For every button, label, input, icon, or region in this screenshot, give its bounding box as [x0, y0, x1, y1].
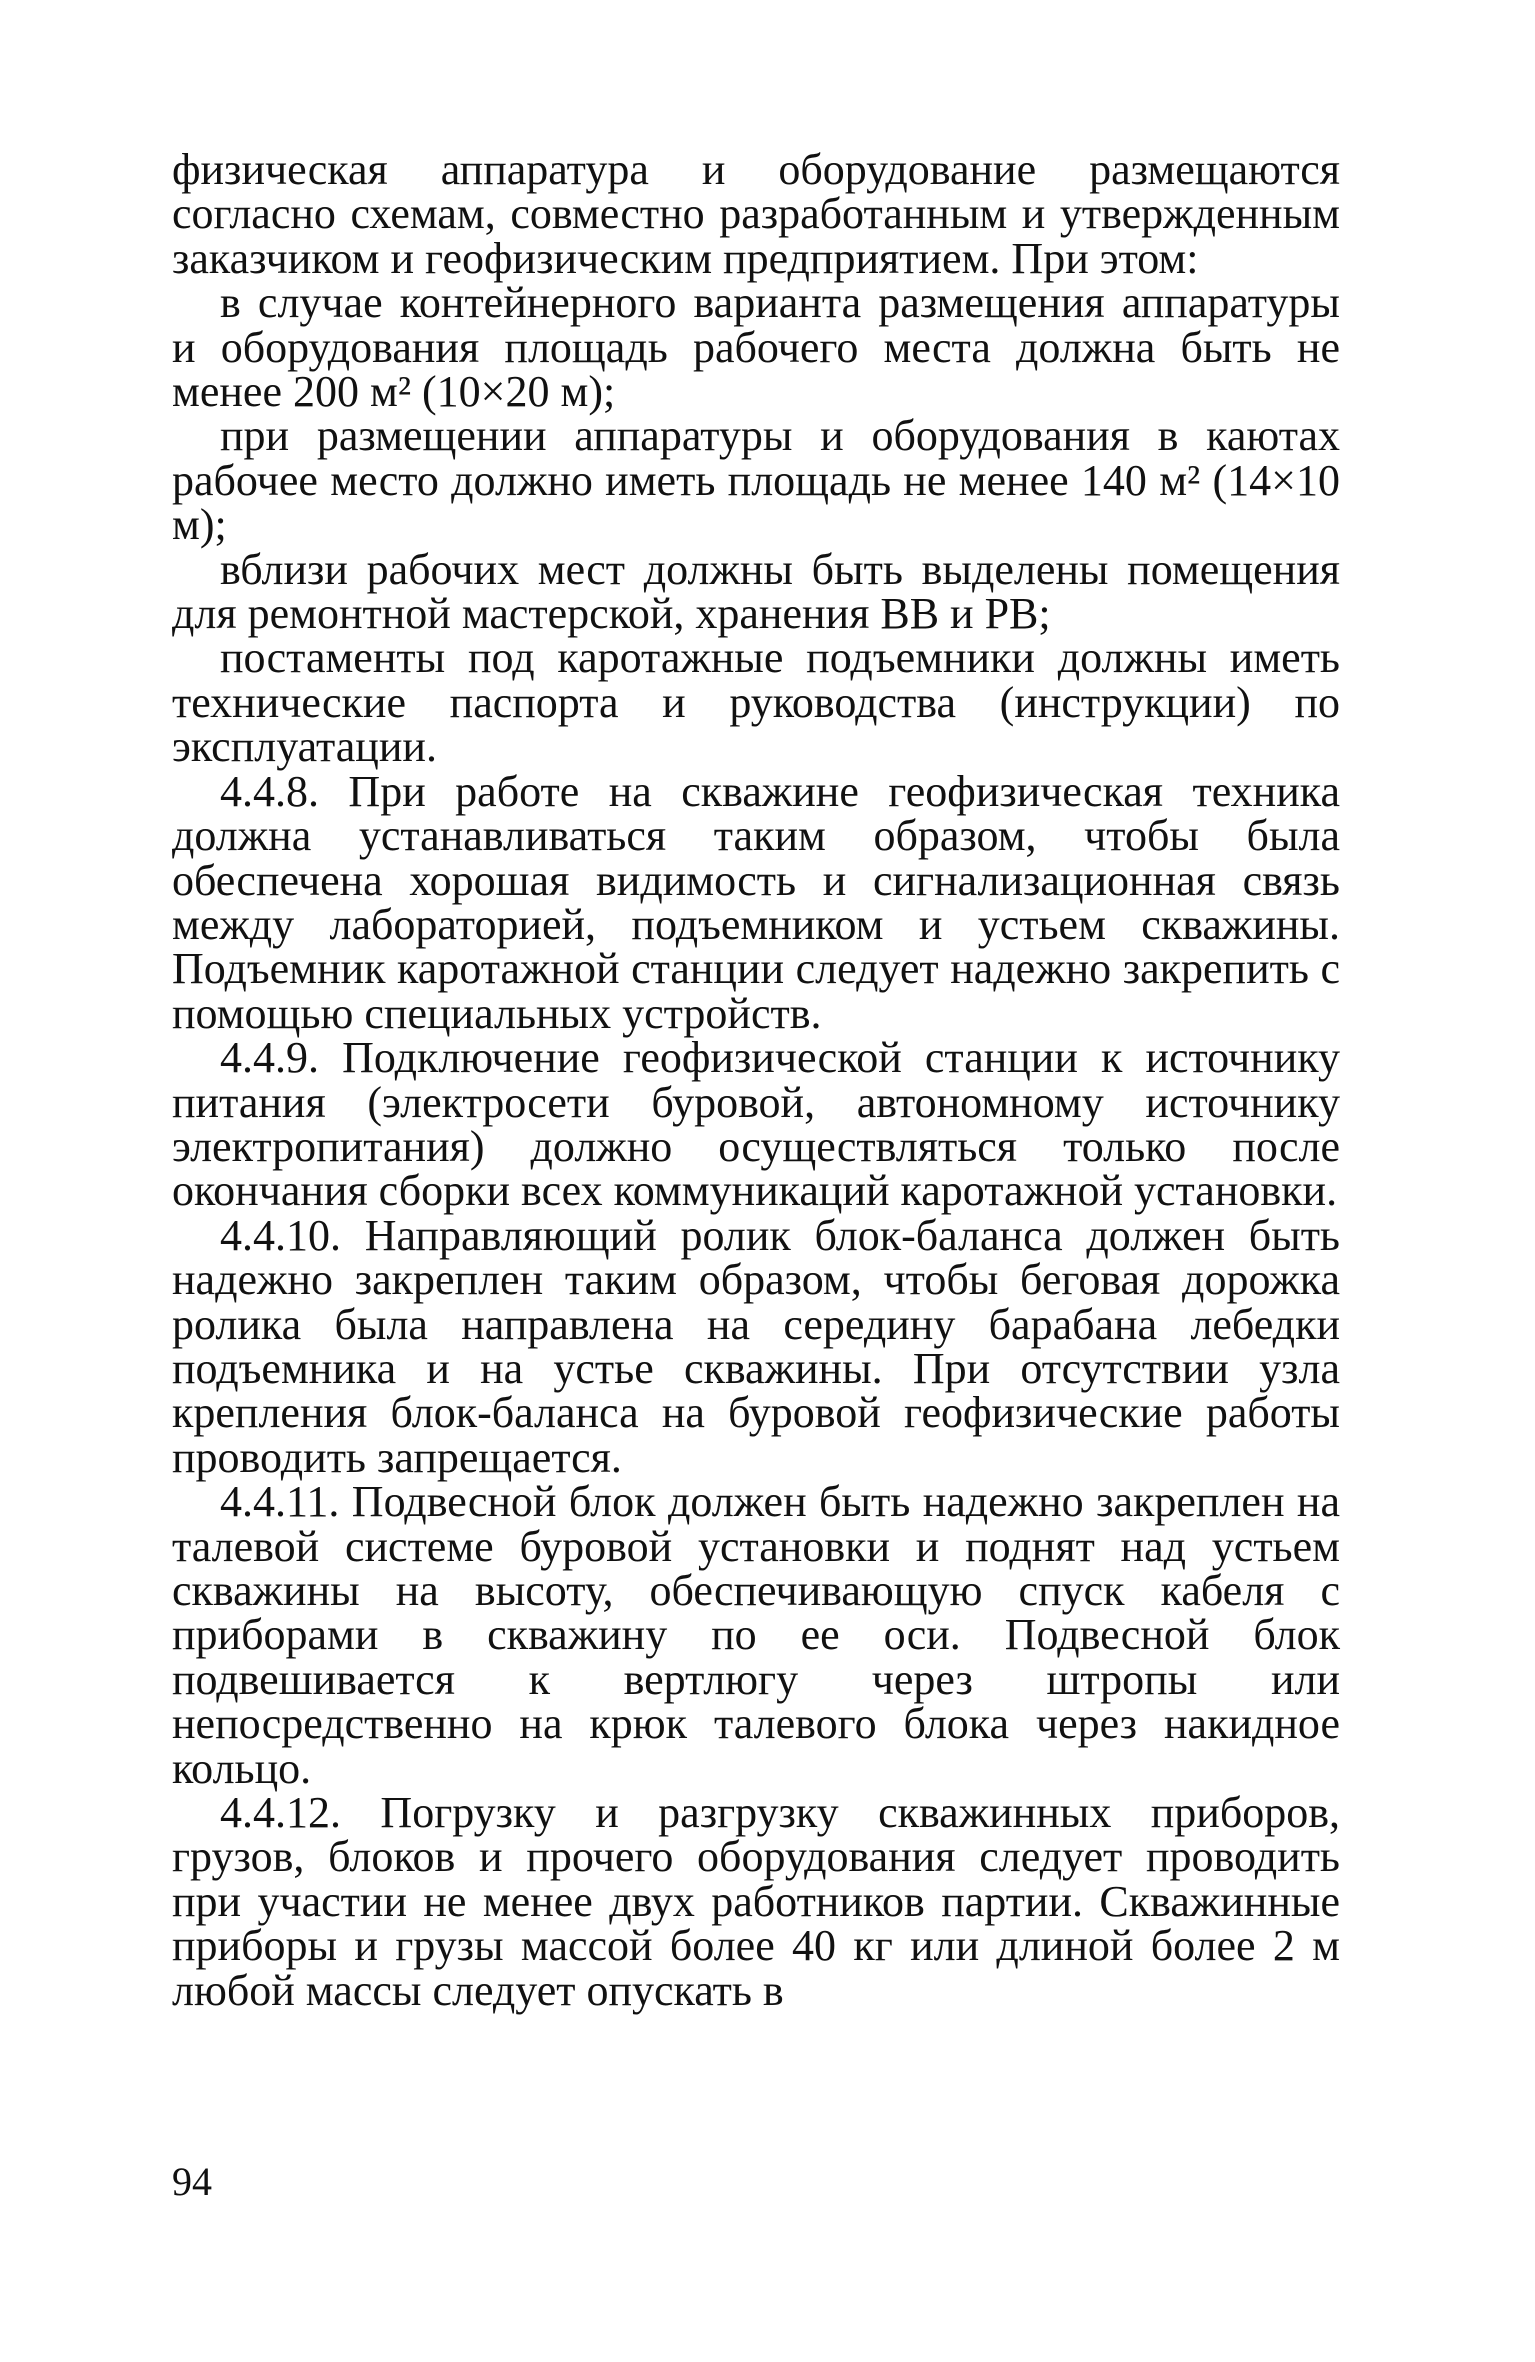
paragraph-4-4-9: 4.4.9. Подключение геофизической станции к источнику питания (электросети буровой, автономному источнику электропитания) должно осуществляться только после окончания сборки всех коммуникаций каротажной установки. [172, 1033, 1340, 1216]
paragraph-4-4-10: 4.4.10. Направляющий ролик блок-баланса должен быть надежно закреплен таким образом, чтобы беговая дорожка ролика была направлена на середину барабана лебедки подъемника и на устье скважины. При отсутствии узла крепления блок-баланса на буровой геофизические работы проводить запрещается. [172, 1210, 1340, 1482]
page-number: 94 [172, 2159, 212, 2204]
paragraph-4-4-12: 4.4.12. Погрузку и разгрузку скважинных приборов, грузов, блоков и прочего оборудования следует проводить при участии не менее двух работников партии. Скважинные приборы и грузы массой более 40 кг или длиной более 2 м любой массы следует опускать в [172, 1788, 1340, 2015]
paragraph-workshop-rooms: вблизи рабочих мест должны быть выделены помещения для ремонтной мастерской, хранения ВВ и РВ; [172, 544, 1340, 639]
paragraph-container-variant: в случае контейнерного варианта размещения аппаратуры и оборудования площадь рабочего места должна быть не менее 200 м² (10×20 м); [172, 278, 1340, 417]
paragraph-4-4-11: 4.4.11. Подвесной блок должен быть надежно закреплен на талевой системе буровой установки и поднят над устьем скважины на высоту, обеспечивающую спуск кабеля с приборами в скважину по ее оси. Подвесной блок подвешивается к вертлюгу через штропы или непосредственно на крюк талевого блока через накидное кольцо. [172, 1477, 1340, 1793]
paragraph-4-4-8: 4.4.8. При работе на скважине геофизическая техника должна устанавливаться таким образом, чтобы была обеспечена хорошая видимость и сигнализационная связь между лабораторией, подъемником и устьем скважины. Подъемник каротажной станции следует надежно закрепить с помощью специальных устройств. [172, 766, 1340, 1038]
paragraph-equipment-placement: физическая аппаратура и оборудование размещаются согласно схемам, совместно разработанным и утвержденным заказчиком и геофизическим предприятием. При этом: [172, 145, 1340, 283]
paragraph-cabin-placement: при размещении аппаратуры и оборудования в каютах рабочее место должно иметь площадь не менее 140 м² (14×10 м); [172, 411, 1340, 550]
paragraph-hoist-pedestals: постаменты под каротажные подъемники должны иметь технические паспорта и руководства (инструкции) по эксплуатации. [172, 633, 1340, 772]
page-text [172, 145, 1340, 2015]
